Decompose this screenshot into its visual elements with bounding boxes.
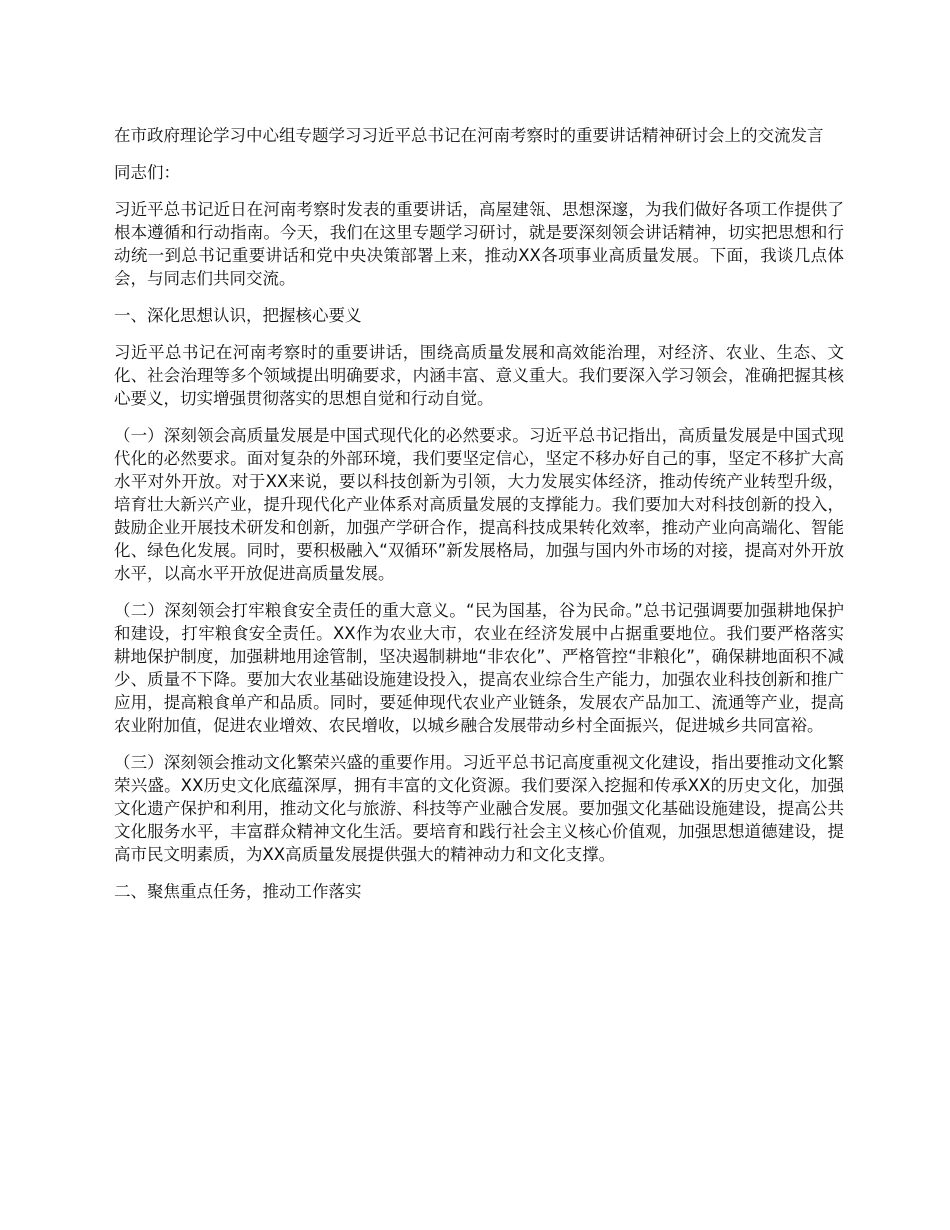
- point-2-paragraph: （二）深刻领会打牢粮食安全责任的重大意义。“民为国基，谷为民命。”总书记强调要加强耕地保护和建设，打牢粮食安全责任。XX作为农业大市，农业在经济发展中占据重要地位。我们要严格落实耕地保护制度，加强耕地用途管制，坚决遏制耕地“非农化”、严格管控“非粮化”，确保耕地面积不减少、质量不下降。要加大农业基础设施建设投入，提高农业综合生产能力，加强农业科技创新和推广应用，提高粮食单产和品质。同时，要延伸现代农业产业链条，发展农产品加工、流通等产业，提高农业附加值，促进农业增效、农民增收，以城乡融合发展带动乡村全面振兴，促进城乡共同富裕。: [114, 601, 844, 735]
- section-2-heading: 二、聚焦重点任务，推动工作落实: [114, 882, 362, 901]
- document-page: [114, 124, 844, 917]
- document-title: 在市政府理论学习中心组专题学习习近平总书记在河南考察时的重要讲话精神研讨会上的交流发言: [114, 126, 824, 145]
- point-3-paragraph: （三）深刻领会推动文化繁荣兴盛的重要作用。习近平总书记高度重视文化建设，指出要推动文化繁荣兴盛。XX历史文化底蕴深厚，拥有丰富的文化资源。我们要深入挖掘和传承XX的历史文化，加强文化遗产保护和利用，推动文化与旅游、科技等产业融合发展。要加强文化基础设施建设，提高公共文化服务水平，丰富群众精神文化生活。要培育和践行社会主义核心价值观，加强思想道德建设，提高市民文明素质，为XX高质量发展提供强大的精神动力和文化支撑。: [114, 753, 844, 864]
- intro-paragraph: 习近平总书记近日在河南考察时发表的重要讲话，高屋建瓴、思想深邃，为我们做好各项工作提供了根本遵循和行动指南。今天，我们在这里专题学习研讨，就是要深刻领会讲话精神，切实把思想和行动统一到总书记重要讲话和党中央决策部署上来，推动XX各项事业高质量发展。下面，我谈几点体会，与同志们共同交流。: [114, 200, 844, 288]
- section-1-heading: 一、深化思想认识，把握核心要义: [114, 306, 362, 325]
- section-1-intro-paragraph: 习近平总书记在河南考察时的重要讲话，围绕高质量发展和高效能治理，对经济、农业、生态、文化、社会治理等多个领域提出明确要求，内涵丰富、意义重大。我们要深入学习领会，准确把握其核心要义，切实增强贯彻落实的思想自觉和行动自觉。: [114, 343, 844, 408]
- salutation: 同志们：: [114, 163, 180, 182]
- point-1-paragraph: （一）深刻领会高质量发展是中国式现代化的必然要求。习近平总书记指出，高质量发展是中国式现代化的必然要求。面对复杂的外部环境，我们要坚定信心，坚定不移办好自己的事，坚定不移扩大高水平对外开放。对于XX来说，要以科技创新为引领，大力发展实体经济，推动传统产业转型升级，培育壮大新兴产业，提升现代化产业体系对高质量发展的支撑能力。我们要加大对科技创新的投入，鼓励企业开展技术研发和创新，加强产学研合作，提高科技成果转化效率，推动产业向高端化、智能化、绿色化发展。同时，要积极融入“双循环”新发展格局，加强与国内外市场的对接，提高对外开放水平，以高水平开放促进高质量发展。: [114, 426, 844, 583]
